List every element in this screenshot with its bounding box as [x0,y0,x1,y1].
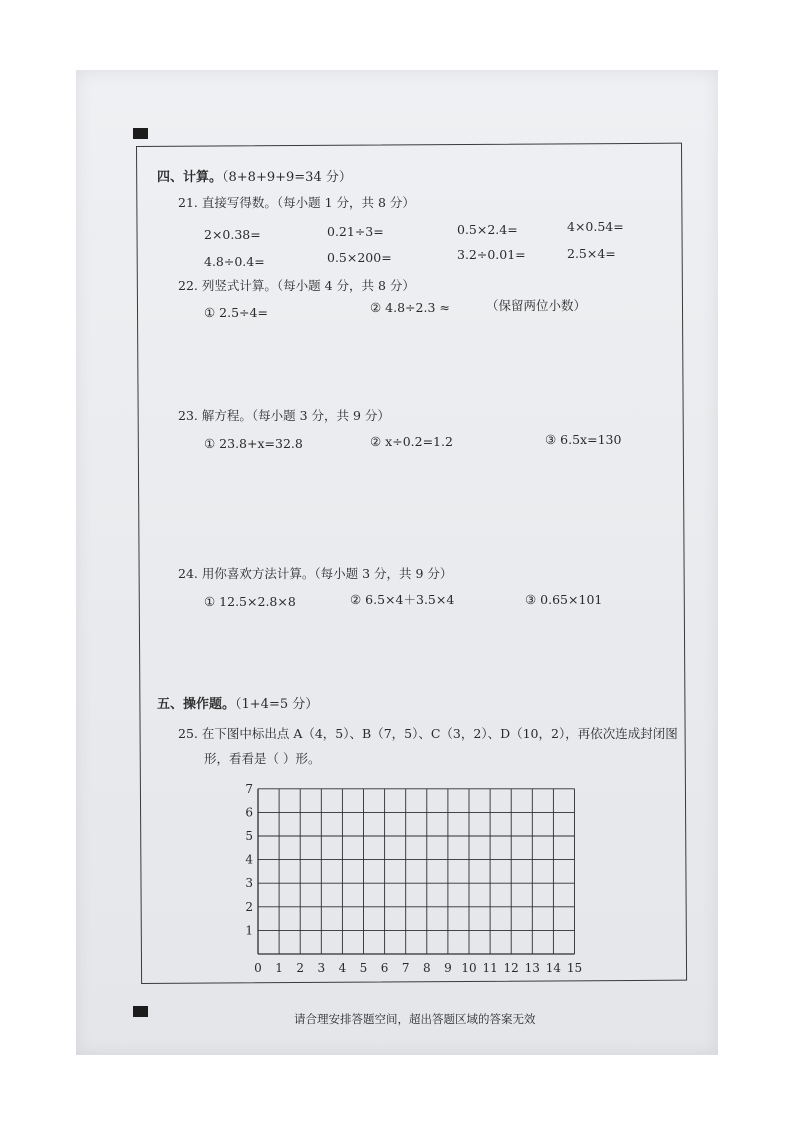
x-axis-label: 14 [545,961,562,975]
y-axis-label: 1 [245,923,253,938]
section5-title [157,698,318,711]
q25-line2: 形，看看是（ ）形。 [204,751,321,766]
x-axis-label: 11 [482,961,498,975]
q22-item: ② 4.8÷2.3 ≈ [370,300,450,315]
x-axis-label: 10 [461,961,477,975]
q24-item: ③ 0.65×101 [525,592,603,607]
q21-label: 21. 直接写得数。（每小题 1 分，共 8 分） [178,195,415,210]
y-axis-label: 6 [245,805,253,820]
q24-item: ① 12.5×2.8×8 [204,594,296,609]
y-axis-label: 4 [245,852,253,867]
x-axis-label: 8 [422,961,431,975]
coordinate-grid[interactable] [238,776,590,980]
x-axis-label: 6 [380,961,389,975]
q24-label: 24. 用你喜欢方法计算。（每小题 3 分，共 9 分） [178,566,453,581]
section4-title [157,171,352,184]
q23-item: ① 23.8+x=32.8 [204,436,303,451]
q21-item: 4.8÷0.4= [204,254,265,269]
y-axis-label: 3 [245,876,253,891]
q21-item: 2.5×4= [567,246,616,261]
q21-item: 3.2÷0.01= [457,247,526,262]
section4-title-text: 四、计算。 [157,170,223,185]
x-axis-label: 12 [503,961,519,975]
y-axis-label: 2 [245,899,253,914]
q21-item: 2×0.38= [204,227,261,242]
x-axis-label: 3 [317,961,326,975]
x-axis-label: 2 [296,961,305,975]
x-axis-label: 0 [254,961,262,975]
q22-item: ① 2.5÷4= [204,305,268,320]
x-axis-label: 7 [401,961,410,975]
q22-note: （保留两位小数） [486,298,587,313]
alignment-marker-bottom [133,1006,148,1017]
x-axis-label: 5 [359,961,368,975]
q21-item: 0.21÷3= [327,224,384,239]
q21-item: 0.5×200= [327,250,392,265]
q22-label: 22. 列竖式计算。（每小题 4 分，共 8 分） [178,278,415,293]
x-axis-label: 1 [275,961,283,975]
q23-label: 23. 解方程。（每小题 3 分，共 9 分） [178,408,390,423]
alignment-marker-top [133,128,148,139]
x-axis-label: 13 [524,961,540,975]
y-axis-label: 7 [245,781,253,796]
q23-item: ② x÷0.2=1.2 [370,434,453,449]
q23-item: ③ 6.5x=130 [545,432,622,447]
section4-score: （8+8+9+9=34 分） [222,170,352,185]
footer-notice: 请合理安排答题空间，超出答题区域的答案无效 [294,1012,536,1026]
q21-item: 4×0.54= [567,219,624,234]
section5-score: （1+4=5 分） [235,697,319,712]
y-axis-label: 5 [245,829,253,843]
q24-item: ② 6.5×4＋3.5×4 [350,592,455,607]
q25-line1: 25. 在下图中标出点 A（4，5）、B（7，5）、C（3，2）、D（10，2），再依次连成封闭图 [178,726,678,741]
x-axis-label: 4 [338,961,347,975]
x-axis-label: 15 [566,961,583,975]
x-axis-label: 9 [444,961,452,975]
q21-item: 0.5×2.4= [457,222,518,237]
section5-title-text: 五、操作题。 [157,697,236,712]
